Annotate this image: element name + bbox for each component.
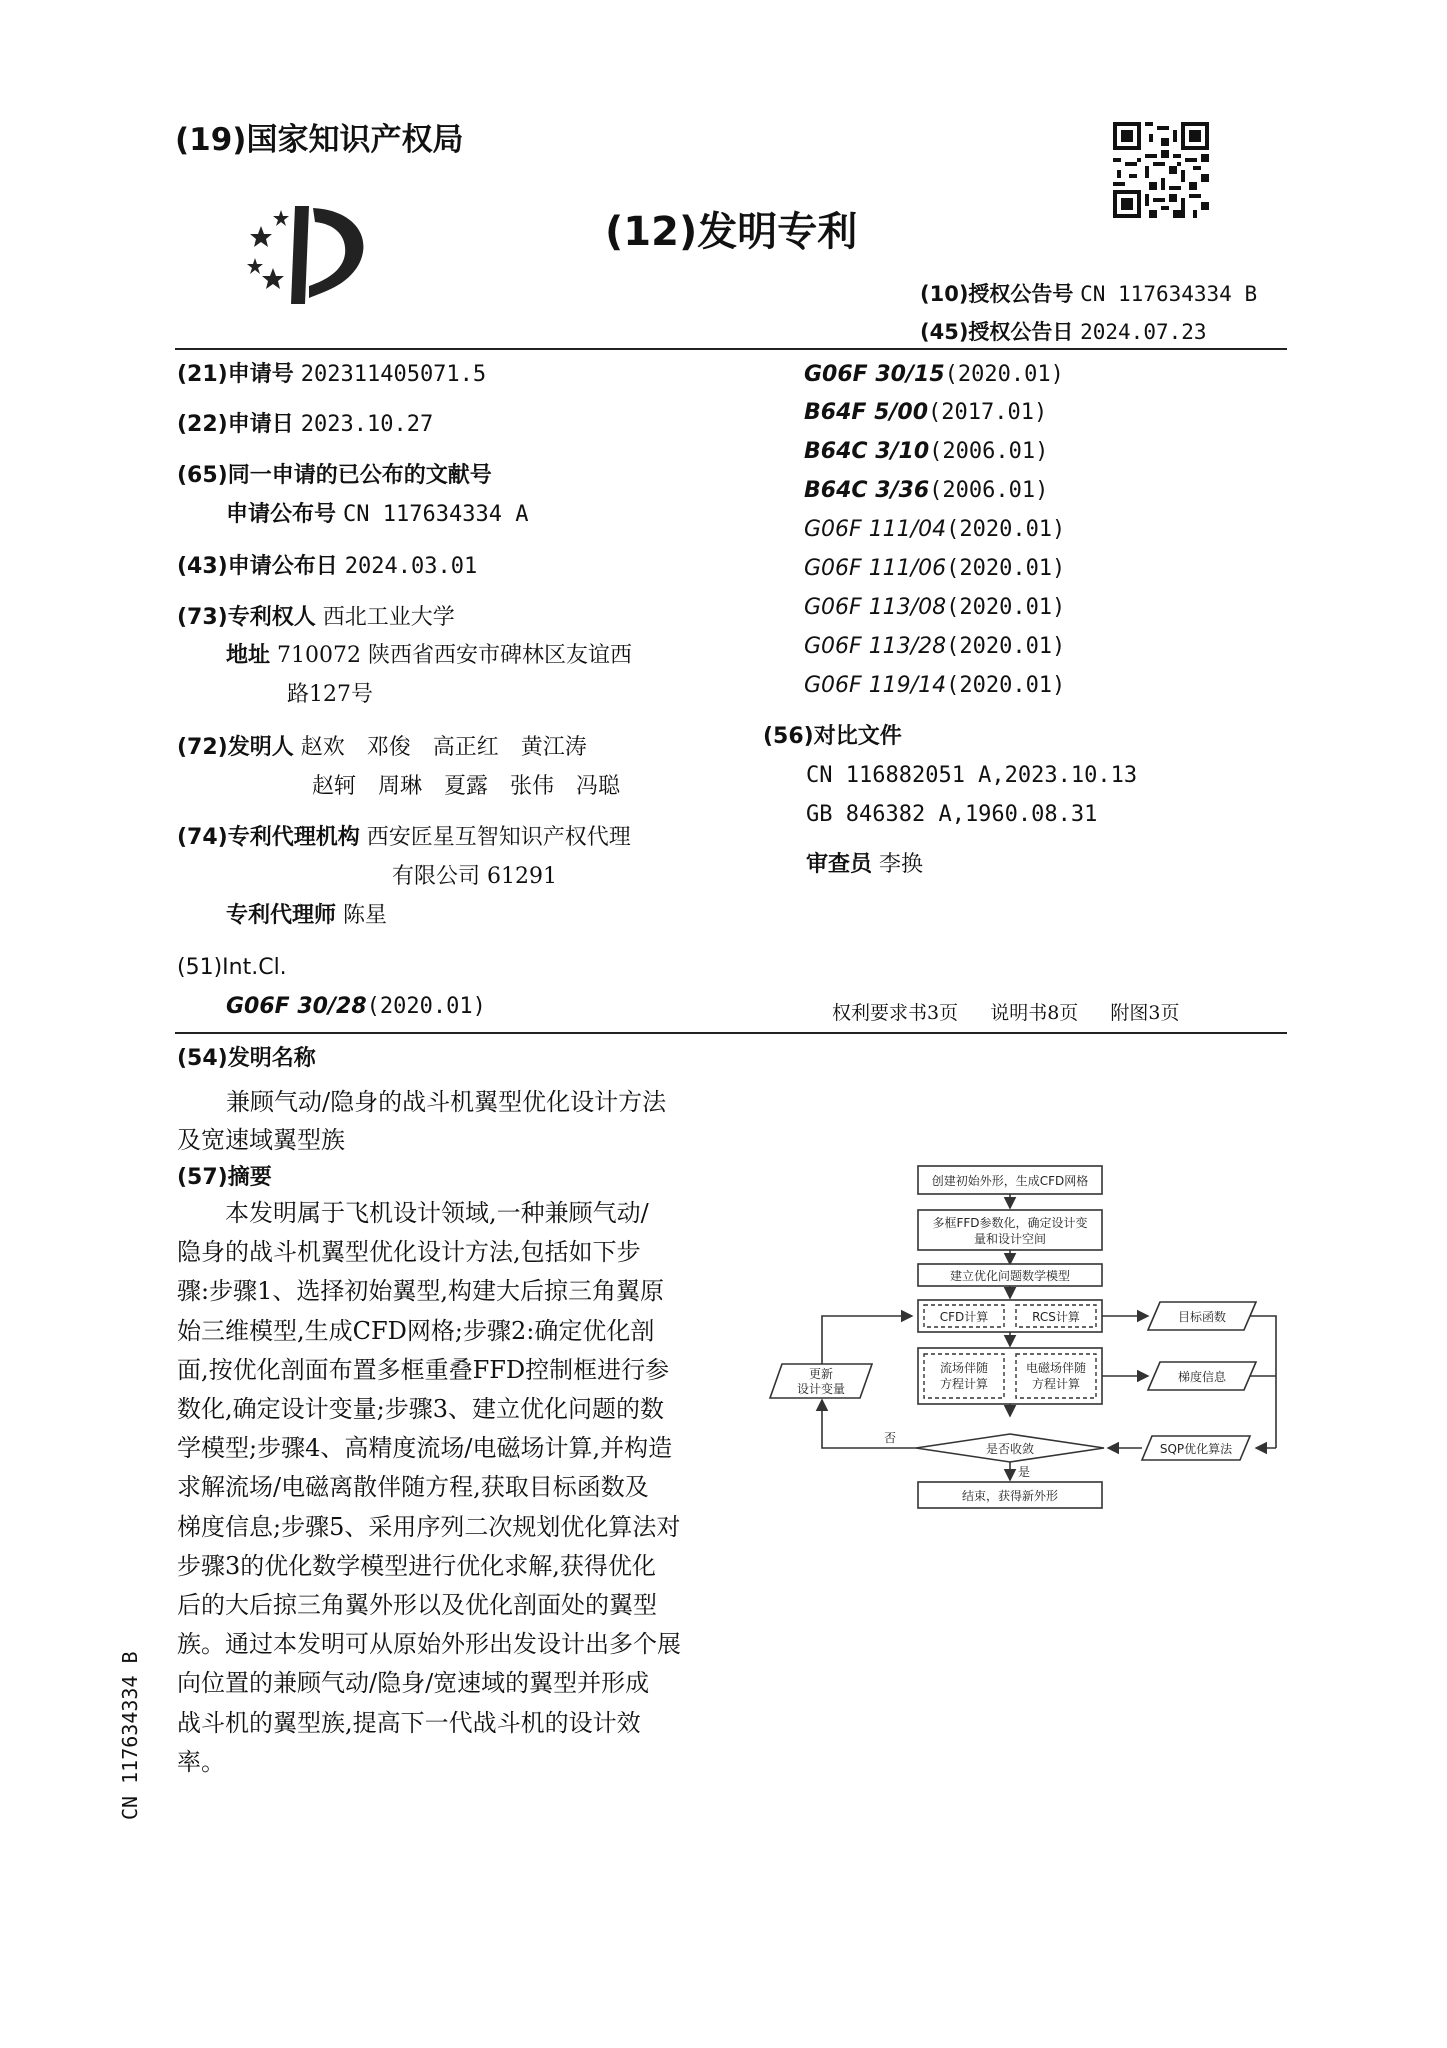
flow-rcs-label: RCS计算 [1032, 1310, 1080, 1324]
ipc-code: G06F 111/06 [804, 556, 947, 581]
claims-pages: 权利要求书3页 [832, 1002, 959, 1024]
ipc-version: (2020.01) [946, 673, 1066, 698]
flow-converge-label: 是否收敛 [985, 1442, 1035, 1456]
owner-label: (73)专利权人 [177, 605, 316, 630]
flow-step-model-label: 建立优化问题数学模型 [949, 1269, 1071, 1283]
abstract-line: 后的大后掠三角翼外形以及优化剖面处的翼型 [177, 1591, 657, 1620]
ref-item: GB 846382 A,1960.08.31 [806, 802, 1098, 827]
flow-update-label: 更新 [808, 1367, 834, 1381]
title-line2: 及宽速域翼型族 [177, 1126, 345, 1154]
ipc-version: (2020.01) [944, 362, 1064, 387]
ipc-code: B64C 3/36 [804, 478, 930, 503]
flow-gradient-label: 梯度信息 [1177, 1370, 1227, 1384]
ipc-version: (2017.01) [928, 400, 1048, 425]
abstract-line: 始三维模型,生成CFD网格;步骤2:确定优化剖 [177, 1316, 655, 1345]
flow-flow-adjoint-label: 流场伴随 [939, 1361, 989, 1375]
page-counts [832, 998, 1179, 1025]
ipc-code: G06F 113/28 [804, 634, 947, 659]
ipc-code: G06F 30/15 [804, 362, 945, 387]
abstract-line: 数化,确定设计变量;步骤3、建立优化问题的数 [177, 1395, 664, 1424]
invention-title [226, 1083, 666, 1121]
ipc-code: G06F 111/04 [804, 517, 947, 542]
abstract-line: 面,按优化剖面布置多框重叠FFD控制框进行参 [177, 1355, 670, 1384]
abstract-flowchart [760, 1160, 1300, 1540]
pub-date: 2024.07.23 [1080, 320, 1207, 344]
address-label: 地址 [226, 643, 271, 668]
app-pub-date: 2024.03.01 [344, 554, 478, 579]
ipc-version: (2020.01) [946, 634, 1066, 659]
document-type: (12)发明专利 [605, 209, 858, 255]
ipc-code: G06F 113/08 [804, 595, 947, 620]
ref-item: CN 116882051 A,2023.10.13 [806, 763, 1138, 788]
title-line1: 兼顾气动/隐身的战斗机翼型优化设计方法 [226, 1088, 667, 1116]
address-line2: 路127号 [287, 682, 373, 707]
abstract-line: 学模型;步骤4、高精度流场/电磁场计算,并构造 [177, 1434, 673, 1463]
flow-flow-adjoint-label: 方程计算 [939, 1377, 989, 1391]
side-publication-number: CN 117634334 B [118, 1651, 142, 1820]
ipc-version: (2020.01) [946, 556, 1066, 581]
title-label: (54)发明名称 [177, 1046, 316, 1071]
agency-line2: 有限公司 61291 [392, 864, 557, 889]
pub-no: CN 117634334 B [1080, 282, 1258, 306]
pub-date-label: (45)授权公告日 [920, 320, 1074, 344]
cnipa-logo-icon [243, 198, 378, 306]
agency-label: (74)专利代理机构 [177, 825, 360, 850]
flow-yes-label: 是 [1018, 1465, 1031, 1479]
ipc-code: B64F 5/00 [804, 400, 929, 425]
flow-end-label: 结束，获得新外形 [961, 1489, 1059, 1503]
agency-line1: 西安匠星互智知识产权代理 [366, 825, 631, 850]
description-pages: 说明书8页 [990, 1002, 1079, 1024]
abstract-line: 向位置的兼顾气动/隐身/宽速域的翼型并形成 [177, 1669, 650, 1698]
abstract-line: 梯度信息;步骤5、采用序列二次规划优化算法对 [177, 1512, 681, 1541]
pub-date-label: (43)申请公布日 [177, 554, 338, 579]
app-date-label: (22)申请日 [177, 412, 294, 437]
app-no-label: (21)申请号 [177, 362, 294, 387]
prior-pub: CN 117634334 A [343, 502, 529, 527]
app-no: 202311405071.5 [300, 362, 487, 387]
flow-no-label: 否 [883, 1431, 897, 1445]
abstract-line: 步骤3的优化数学模型进行优化求解,获得优化 [177, 1551, 656, 1580]
flow-objective-label: 目标函数 [1177, 1310, 1227, 1324]
ipc-version: (2020.01) [946, 595, 1066, 620]
agent: 陈星 [343, 903, 388, 928]
connector [1250, 1316, 1276, 1448]
qr-code-icon [1113, 122, 1209, 218]
address-line1: 710072 陕西省西安市碑林区友谊西 [277, 643, 632, 668]
flow-em-adjoint-label: 方程计算 [1031, 1377, 1081, 1391]
flow-step-ffd-label: 多框FFD参数化，确定设计变 [932, 1216, 1088, 1230]
abstract-label: (57)摘要 [177, 1165, 272, 1190]
connector [822, 1400, 916, 1448]
pub-no-label: (10)授权公告号 [920, 282, 1074, 306]
abstract-line: 族。通过本发明可从原始外形出发设计出多个展 [177, 1630, 681, 1659]
agent-label: 专利代理师 [226, 903, 337, 928]
inventor-label: (72)发明人 [177, 735, 294, 760]
intcl-version: (2020.01) [366, 994, 486, 1019]
flow-step-ffd-label: 量和设计空间 [973, 1232, 1047, 1246]
flow-step-create-shape-label: 创建初始外形，生成CFD网格 [931, 1174, 1089, 1188]
intcl-code: G06F 30/28 [226, 994, 367, 1019]
refs-label: (56)对比文件 [763, 724, 902, 749]
abstract-line: 率。 [177, 1747, 225, 1776]
figure-pages: 附图3页 [1110, 1002, 1180, 1024]
office-name: (19)国家知识产权局 [175, 122, 464, 158]
ipc-code: B64C 3/10 [804, 439, 930, 464]
intcl-label: (51)Int.Cl. [177, 955, 287, 980]
owner: 西北工业大学 [322, 605, 455, 630]
ipc-version: (2006.01) [929, 439, 1049, 464]
header-divider [175, 348, 1287, 350]
abstract-line: 求解流场/电磁离散伴随方程,获取目标函数及 [177, 1473, 649, 1502]
inventors-line1: 赵欢 邓俊 高正红 黄江涛 [300, 735, 587, 760]
ipc-code: G06F 119/14 [804, 673, 947, 698]
flow-update-label: 设计变量 [796, 1382, 846, 1396]
prior-pub-label: 申请公布号 [226, 502, 337, 527]
biblio-divider [175, 1032, 1287, 1034]
connector [822, 1316, 912, 1364]
inventors-line2: 赵轲 周琳 夏露 张伟 冯聪 [312, 774, 621, 799]
abstract-line: 隐身的战斗机翼型优化设计方法,包括如下步 [177, 1238, 641, 1267]
prior-pub-heading: (65)同一申请的已公布的文献号 [177, 463, 492, 488]
flow-cfd-label: CFD计算 [939, 1310, 989, 1324]
flow-sqp-label: SQP优化算法 [1159, 1442, 1233, 1456]
abstract-line: 本发明属于飞机设计领域,一种兼顾气动/ [225, 1199, 649, 1227]
ipc-version: (2006.01) [929, 478, 1049, 503]
flow-em-adjoint-label: 电磁场伴随 [1025, 1361, 1087, 1375]
ipc-version: (2020.01) [946, 517, 1066, 542]
abstract-line: 战斗机的翼型族,提高下一代战斗机的设计效 [177, 1708, 641, 1737]
examiner: 李换 [879, 852, 924, 877]
abstract-text [177, 1194, 707, 1782]
examiner-label: 审查员 [806, 852, 873, 877]
app-date: 2023.10.27 [300, 412, 434, 437]
abstract-line: 骤:步骤1、选择初始翼型,构建大后掠三角翼原 [177, 1277, 664, 1306]
